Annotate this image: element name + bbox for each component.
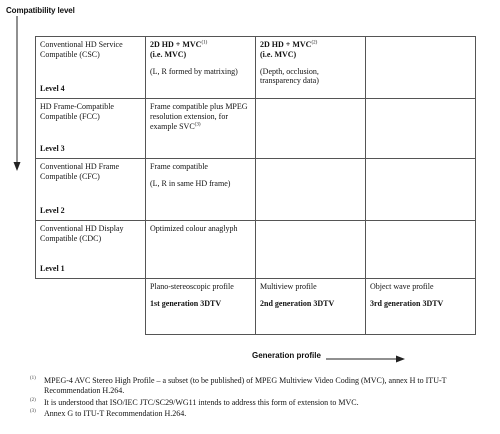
footnote-ref: (1) [201,40,208,46]
profile-name: Plano-stereoscopic profile [150,282,234,291]
cell-fcc-plano [146,99,256,159]
level-label: Level 3 [40,144,65,154]
footnote-3 [30,409,484,419]
generation-profile-axis-label: Generation profile [252,351,321,360]
profile-generation: 1st generation 3DTV [150,298,222,308]
profile-name: Multiview profile [260,282,317,291]
footnote-mark: (3) [30,409,36,415]
profile-generation: 2nd generation 3DTV [260,298,335,308]
cell-text: Optimized colour anaglyph [150,224,238,233]
row-name: Conventional HD Frame Compatible (CFC) [40,162,120,181]
level-label: Level 4 [40,84,65,94]
row-name: Conventional HD Display Compatible (CDC) [40,224,124,243]
profile-generation: 3rd generation 3DTV [370,298,444,308]
profile-plano [146,279,256,335]
row-name: HD Frame-Compatible Compatible (FCC) [40,102,114,121]
row-header-cdc [36,221,146,279]
footnote-ref: (2) [311,40,318,46]
cell-detail: (Depth, occlusion, transparency data) [260,66,319,86]
compatibility-level-axis-label: Compatibility level [6,6,75,15]
cell-csc-object-wave [366,37,476,99]
footnote-2 [30,398,484,408]
profile-name: Object wave profile [370,282,434,291]
footnote-mark: (2) [30,397,36,403]
cell-text: Frame compatible plus MPEG resolution extension, for example SVC [150,102,248,131]
footnote-ref: (3) [194,121,201,127]
cell-detail: (L, R in same HD frame) [150,178,231,188]
cell-detail: (L, R formed by matrixing) [150,66,238,76]
cell-cdc-multiview [256,221,366,279]
row-header-cfc [36,159,146,221]
footnote-mark: (1) [30,376,36,381]
cell-cfc-multiview [256,159,366,221]
level-label: Level 1 [40,264,65,274]
table-row-level-4 [36,37,476,99]
footnote-1 [30,376,484,396]
profile-object-wave [366,279,476,335]
compatibility-matrix-table [35,36,476,335]
table-row-profiles [36,279,476,335]
cell-cfc-object-wave [366,159,476,221]
row-header-fcc [36,99,146,159]
generation-profile-arrow [326,351,406,361]
footnote-text: It is understood that ISO/IEC JTC/SC29/WG11 intends to address this form of extension to MVC. [44,397,359,407]
table-row-level-2 [36,159,476,221]
cell-title: 2D HD + MVC [150,40,202,49]
level-label: Level 2 [40,206,65,216]
cell-text: Frame compatible [150,162,208,171]
empty-corner-cell [36,279,146,335]
cell-subtitle: (i.e. MVC) [260,49,297,59]
table-row-level-3 [36,99,476,159]
row-header-csc [36,37,146,99]
footnote-text: MPEG-4 AVC Stereo High Profile – a subset (to be published) of MPEG Multiview Video Coding (MVC), annex H to ITU-T Recommendation H.264. [44,376,447,395]
cell-cdc-object-wave [366,221,476,279]
compatibility-level-arrow [11,16,23,172]
footnotes [30,376,484,421]
cell-title: 2D HD + MVC [260,40,312,49]
cell-cdc-plano [146,221,256,279]
profile-multiview [256,279,366,335]
cell-fcc-object-wave [366,99,476,159]
table-row-level-1 [36,221,476,279]
cell-cfc-plano [146,159,256,221]
cell-csc-multiview [256,37,366,99]
cell-csc-plano [146,37,256,99]
footnote-text: Annex G to ITU-T Recommendation H.264. [44,409,187,419]
row-name: Conventional HD Service Compatible (CSC) [40,40,123,59]
cell-fcc-multiview [256,99,366,159]
cell-subtitle: (i.e. MVC) [150,49,187,59]
